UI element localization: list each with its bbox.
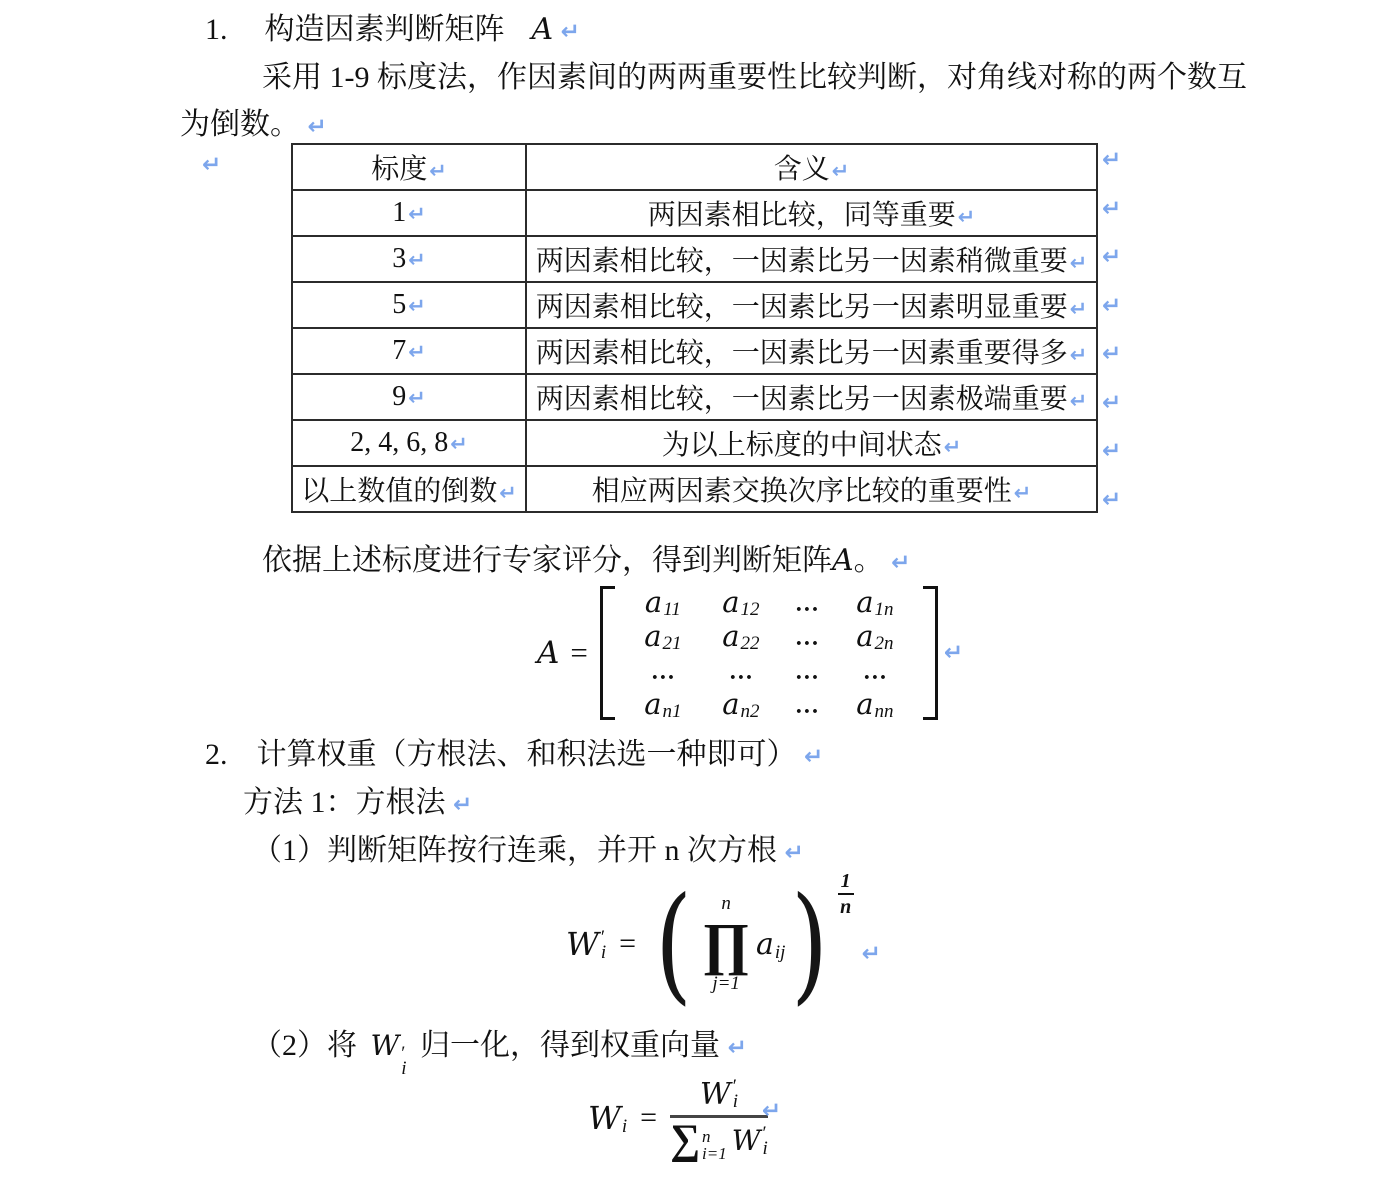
matrix-cell: a 21: [644, 619, 682, 654]
pilcrow-mark: ↵: [560, 19, 580, 45]
close-paren: ): [791, 870, 829, 1018]
heading-2-text: 计算权重（方根法、和积法选一种即可）: [256, 738, 797, 771]
heading-1-var: A: [531, 12, 554, 47]
pilcrow-mark: ↵: [499, 481, 517, 505]
pilcrow-mark: ↵: [1102, 487, 1122, 513]
scale-cell: 5↵: [292, 282, 526, 328]
header-cell-scale: 标度↵: [292, 144, 526, 190]
pilcrow-mark: ↵: [408, 340, 426, 364]
pilcrow-mark: ↵: [1069, 343, 1088, 367]
pilcrow-mark: ↵: [1013, 481, 1032, 505]
pilcrow-mark: ↵: [891, 550, 911, 576]
pilcrow-mark: ↵: [943, 435, 962, 459]
matrix-cell: …: [794, 658, 820, 685]
scale-cell: 7↵: [292, 328, 526, 374]
pilcrow-mark: ↵: [408, 248, 426, 272]
sum-symbol: ∑: [670, 1116, 701, 1163]
matrix-cell: …: [862, 658, 888, 685]
matrix-lhs: A =: [537, 635, 588, 671]
pilcrow-mark: ↵: [408, 202, 426, 226]
pilcrow-mark: ↵: [1102, 196, 1122, 222]
pilcrow-mark: ↵: [450, 432, 468, 456]
matrix-bracket-right: [923, 586, 938, 720]
table-header-row: [292, 144, 1097, 190]
sum-lower-limit: i=1: [702, 1144, 727, 1164]
scale-table-wrapper: [291, 143, 1098, 513]
pilcrow-mark: ↵: [408, 294, 426, 318]
table-row: [292, 236, 1097, 282]
heading-2-number: 2.: [205, 738, 228, 771]
formula-w-prime: [566, 870, 881, 1018]
pilcrow-mark: ↵: [943, 640, 964, 666]
meaning-cell: 为以上标度的中间状态↵: [526, 420, 1097, 466]
pilcrow-mark: ↵: [804, 744, 824, 770]
pilcrow-mark: ↵: [761, 1098, 782, 1124]
pilcrow-mark: ↵: [408, 386, 426, 410]
table-row: [292, 466, 1097, 512]
meaning-cell: 两因素相比较，一因素比另一因素稍微重要↵: [526, 236, 1097, 282]
method-1-title: 方法 1：方根法 ↵: [243, 786, 473, 819]
paragraph-2: 依据上述标度进行专家评分，得到判断矩阵A。 ↵: [262, 543, 911, 578]
header-cell-meaning: 含义↵: [526, 144, 1097, 190]
scale-cell: 9↵: [292, 374, 526, 420]
paragraph-1-line-1: 采用 1-9 标度法，作因素间的两两重要性比较判断，对角线对称的两个数互: [262, 61, 1247, 94]
scale-cell: 以上数值的倒数↵: [292, 466, 526, 512]
pilcrow-mark: ↵: [1102, 341, 1122, 367]
table-row: [292, 190, 1097, 236]
matrix-cell: a nn: [856, 687, 894, 722]
pilcrow-mark: ↵: [1069, 297, 1088, 321]
pilcrow-mark: ↵: [1102, 147, 1122, 173]
pilcrow-mark: ↵: [1102, 390, 1122, 416]
meaning-cell: 相应两因素交换次序比较的重要性↵: [526, 466, 1097, 512]
scale-cell: 3↵: [292, 236, 526, 282]
pilcrow-mark: ↵: [784, 840, 804, 866]
formula-w-normalized: [588, 1068, 781, 1168]
product-operator: [702, 893, 750, 995]
heading-2: [205, 738, 823, 773]
pilcrow-mark: ↵: [1102, 293, 1122, 319]
product-symbol: ∏: [702, 911, 751, 976]
pilcrow-mark: ↵: [1102, 244, 1122, 270]
open-paren: (: [655, 870, 693, 1018]
pilcrow-mark: ↵: [1102, 438, 1122, 464]
pilcrow-mark: ↵: [429, 159, 447, 183]
sum-upper-limit: n: [702, 1126, 711, 1146]
formula-1-lhs: W ′ i =: [566, 925, 637, 963]
step-1-text: （1）判断矩阵按行连乘，并开 n 次方根 ↵: [252, 834, 804, 867]
fraction: [670, 1075, 768, 1164]
pilcrow-mark: ↵: [727, 1035, 747, 1061]
meaning-cell: 两因素相比较，同等重要↵: [526, 190, 1097, 236]
prime-mark: ′: [600, 926, 606, 948]
table-row: [292, 420, 1097, 466]
matrix-cell: a n1: [644, 687, 682, 722]
pilcrow-mark: ↵: [453, 792, 473, 818]
heading-1: [205, 13, 580, 48]
w-prime-inline: W: [370, 1029, 400, 1062]
pilcrow-mark: ↵: [957, 205, 976, 229]
pilcrow-mark: ↵: [202, 152, 222, 178]
matrix-cell: a 11: [644, 585, 681, 620]
scale-table: [291, 143, 1098, 513]
pilcrow-mark: ↵: [1069, 251, 1088, 275]
matrix-cell: …: [794, 590, 820, 617]
pilcrow-mark: ↵: [307, 114, 327, 140]
sum-limits: [702, 1128, 727, 1164]
meaning-cell: 两因素相比较，一因素比另一因素明显重要↵: [526, 282, 1097, 328]
product-upper-limit: n: [721, 893, 731, 915]
matrix-cell: a 1n: [856, 585, 894, 620]
table-row: [292, 374, 1097, 420]
fraction-denominator: ∑ n i=1 W ′ i: [670, 1116, 768, 1164]
matrix-cell: a 22: [722, 619, 760, 654]
matrix-cell: …: [794, 692, 820, 719]
matrix-var-A: A: [832, 543, 854, 578]
heading-1-text: 构造因素判断矩阵: [264, 13, 505, 46]
matrix-cell: …: [794, 624, 820, 651]
matrix-grid: [619, 586, 919, 720]
matrix-cell: …: [728, 658, 754, 685]
scale-cell: 2, 4, 6, 8↵: [292, 420, 526, 466]
formula-2-lhs: W i =: [588, 1099, 658, 1137]
a-ij-term: a ij: [756, 926, 786, 963]
scale-cell: 1↵: [292, 190, 526, 236]
product-lower-limit: j=1: [712, 973, 740, 994]
matrix-equation: [537, 586, 963, 720]
paragraph-1-line-2: 为倒数。 ↵: [180, 108, 327, 141]
table-row: [292, 328, 1097, 374]
matrix-cell: a n2: [722, 687, 760, 722]
fraction-numerator: W ′ i: [699, 1075, 739, 1112]
matrix-cell: …: [650, 658, 676, 685]
pilcrow-mark: ↵: [831, 159, 850, 183]
table-row: [292, 282, 1097, 328]
matrix-bracket-left: [600, 586, 615, 720]
matrix-cell: a 2n: [856, 619, 894, 654]
meaning-cell: 两因素相比较，一因素比另一因素极端重要↵: [526, 374, 1097, 420]
step-2-text: （2）将 W ′ i 归一化，得到权重向量 ↵: [252, 1029, 747, 1079]
matrix-cell: a 12: [722, 585, 760, 620]
meaning-cell: 两因素相比较，一因素比另一因素重要得多↵: [526, 328, 1097, 374]
pilcrow-mark: ↵: [1069, 389, 1088, 413]
pilcrow-mark: ↵: [861, 941, 881, 967]
heading-1-number: 1.: [205, 13, 228, 46]
exponent-one-over-n: 1 n: [838, 869, 854, 919]
